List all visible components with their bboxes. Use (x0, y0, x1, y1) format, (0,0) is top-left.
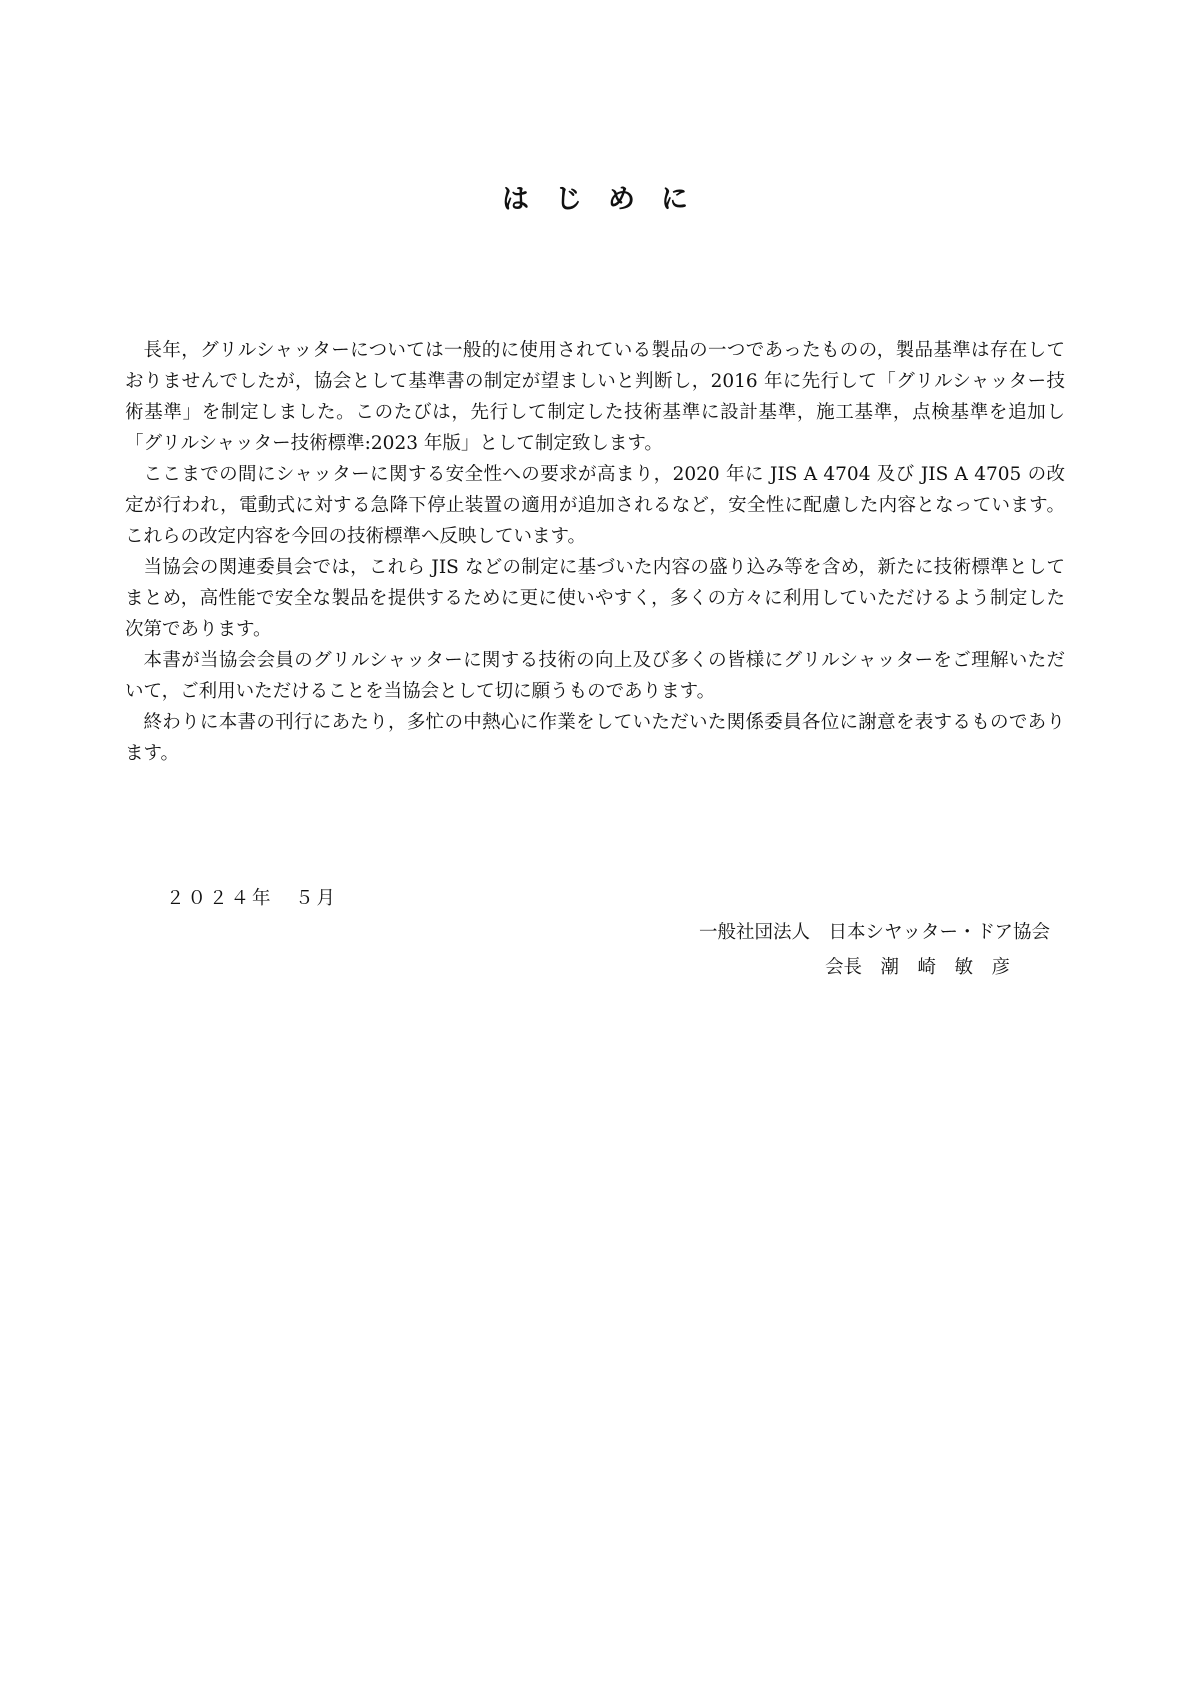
paragraph-4: 本書が当協会会員のグリルシャッターに関する技術の向上及び多くの皆様にグリルシャッターをご理解いただいて，ご利用いただけることを当協会として切に願うものであります。 (125, 650, 1065, 702)
paragraph-1: 長年，グリルシャッターについては一般的に使用されている製品の一つであったものの，製品基準は存在しておりませんでしたが，協会として基準書の制定が望ましいと判断し，2016 年に先行して「グリルシャッター技術基準」を制定しました。このたびは，先行して制定した技術基準に設計基準，施工基準，点検基準を追加し「グリルシャッター技術標準:2023 年版」として制定致します。 (125, 340, 1065, 454)
paragraph-2: ここまでの間にシャッターに関する安全性への要求が高まり，2020 年に JIS A 4704 及び JIS A 4705 の改定が行われ，電動式に対する急降下停止装置の適用が追加されるなど，安全性に配慮した内容となっています。これらの改定内容を今回の技術標準へ反映しています。 (125, 464, 1065, 547)
body-text (125, 335, 1065, 769)
paragraph-3: 当協会の関連委員会では，これら JIS などの制定に基づいた内容の盛り込み等を含め，新たに技術標準としてまとめ，高性能で安全な製品を提供するために更に使いやすく，多くの方々に利用していただけるよう制定した次第であります。 (125, 557, 1065, 640)
page-title: はじめに (502, 184, 714, 215)
paragraph-5: 終わりに本書の刊行にあたり，多忙の中熱心に作業をしていただいた関係委員各位に謝意を表するものであります。 (125, 712, 1065, 764)
organization-name: 一般社団法人 日本シヤッター・ドア協会 (699, 922, 1050, 943)
issue-date: ２０２４年 ５月 (166, 888, 339, 909)
president-signature: 会長 潮 崎 敏 彦 (824, 957, 1010, 978)
